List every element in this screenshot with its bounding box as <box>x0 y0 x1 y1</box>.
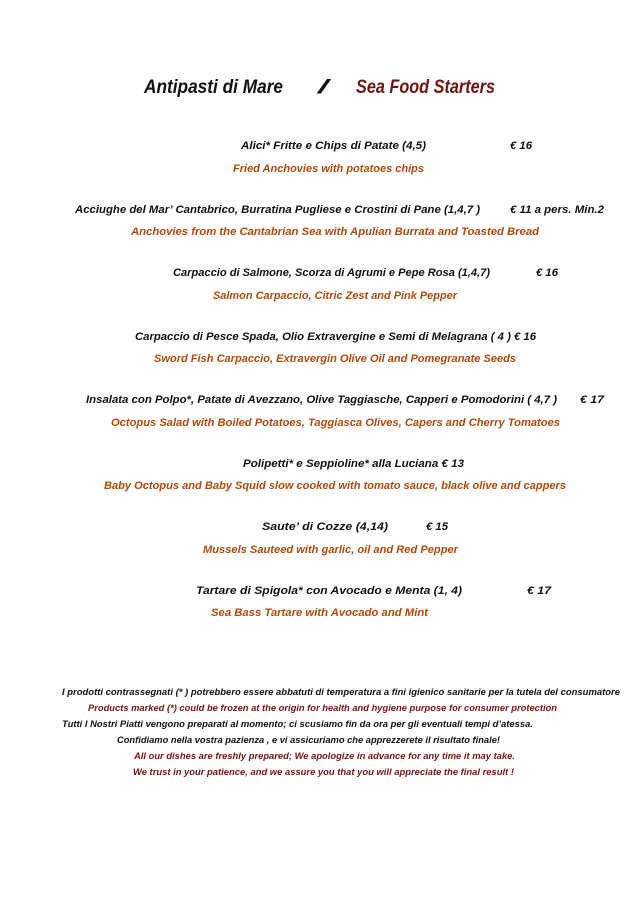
title-english: Sea Food Starters <box>356 77 495 98</box>
item-name-english: Sword Fish Carpaccio, Extravergin Olive Oil and Pomegranate Seeds <box>154 353 516 365</box>
item-name-italian: Saute’ di Cozze (4,14) <box>262 521 388 533</box>
footer-note: Products marked (*) could be frozen at the origin for health and hygiene purpose for consumer protection <box>88 703 557 714</box>
item-name-italian: Carpaccio di Pesce Spada, Olio Extravergine e Semi di Melagrana ( 4 ) € 16 <box>135 331 536 343</box>
item-name-italian: Acciughe del Mar’ Cantabrico, Burratina Pugliese e Crostini di Pane (1,4,7 ) <box>75 204 480 216</box>
title-italian: Antipasti di Mare <box>144 77 283 98</box>
footer-note: Tutti I Nostri Piatti vengono preparati al momento; ci scusiamo fin da ora per gli eventuali tempi d’atessa. <box>62 719 533 730</box>
item-name-english: Octopus Salad with Boiled Potatoes, Taggiasca Olives, Capers and Cherry Tomatoes <box>111 417 560 429</box>
item-name-english: Baby Octopus and Baby Squid slow cooked with tomato sauce, black olive and cappers <box>104 480 566 492</box>
footer-note: I prodotti contrassegnati (* ) potrebbero essere abbatuti di temperatura a fini igienico sanitarie per la tutela del consumatore <box>62 687 620 698</box>
footer-note: All our dishes are freshly prepared; We apologize in advance for any time it may take. <box>134 751 515 762</box>
item-name-italian: Tartare di Spigola* con Avocado e Menta (1, 4) <box>196 585 462 597</box>
item-price: € 17 <box>527 585 551 597</box>
item-name-english: Fried Anchovies with potatoes chips <box>233 163 424 175</box>
footer-note: We trust in your patience, and we assure you that you will appreciate the final result ! <box>133 767 514 778</box>
item-price: € 16 <box>536 267 558 279</box>
item-name-italian: Insalata con Polpo*, Patate di Avezzano, Olive Taggiasche, Capperi e Pomodorini ( 4,7 ) <box>86 394 557 406</box>
item-name-english: Salmon Carpaccio, Citric Zest and Pink Pepper <box>213 290 457 302</box>
item-name-english: Anchovies from the Cantabrian Sea with Apulian Burrata and Toasted Bread <box>131 226 539 238</box>
item-name-english: Mussels Sauteed with garlic, oil and Red Pepper <box>203 544 458 556</box>
item-price: € 11 a pers. Min.2 <box>510 204 604 216</box>
item-name-italian: Polipetti* e Seppioline* alla Luciana € 13 <box>243 458 464 470</box>
item-price: € 15 <box>426 521 448 533</box>
footer-note: Confidiamo nella vostra pazienza , e vi assicuriamo che apprezzerete il risultato finale! <box>117 735 500 746</box>
title-separator: / <box>318 77 328 98</box>
item-name-italian: Carpaccio di Salmone, Scorza di Agrumi e Pepe Rosa (1,4,7) <box>173 267 490 279</box>
item-price: € 17 <box>580 394 604 406</box>
item-name-english: Sea Bass Tartare with Avocado and Mint <box>211 607 428 619</box>
item-price: € 16 <box>510 140 532 152</box>
item-name-italian: Alici* Fritte e Chips di Patate (4,5) <box>241 140 426 152</box>
